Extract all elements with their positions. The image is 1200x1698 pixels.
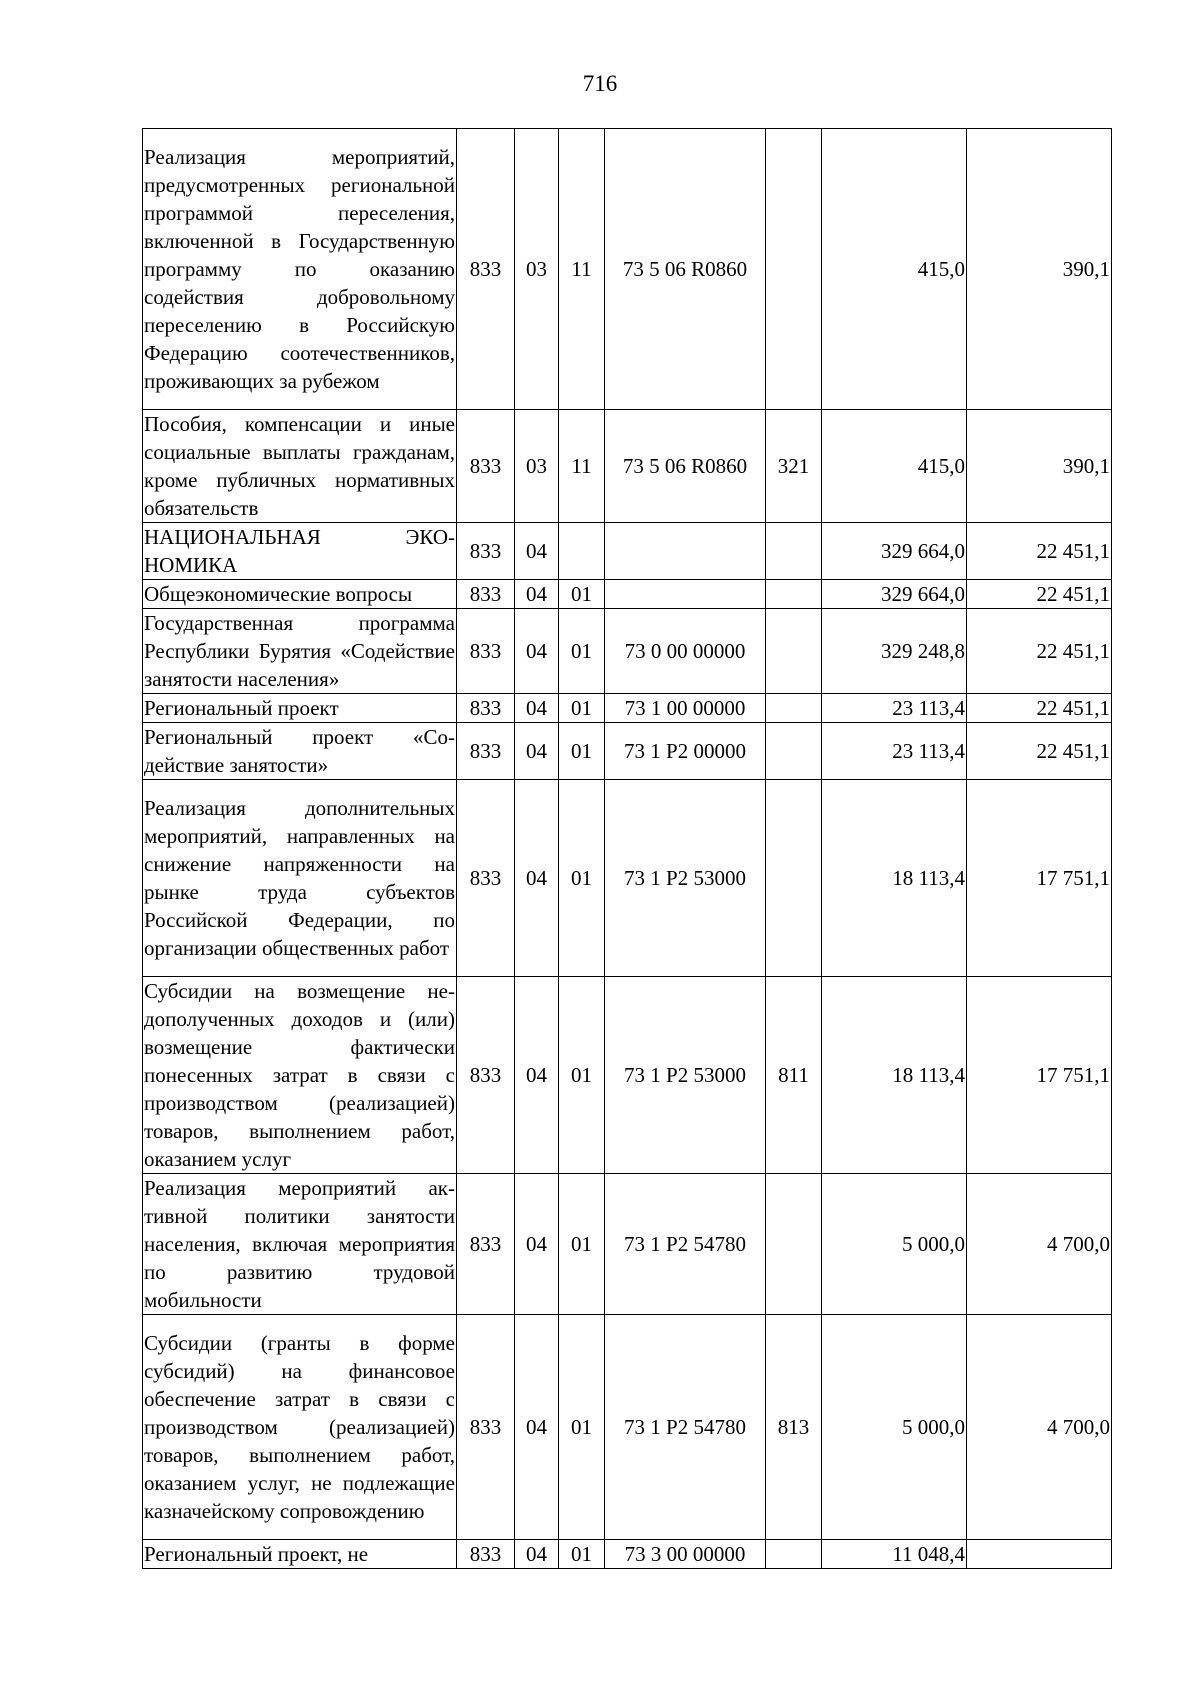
row-sum-planned: 23 113,4 [822, 694, 967, 723]
row-sum-planned: 329 664,0 [822, 580, 967, 609]
row-subsection: 01 [559, 694, 605, 723]
row-target-article: 73 5 06 R0860 [605, 129, 766, 410]
row-sum-planned: 415,0 [822, 410, 967, 523]
row-subsection: 01 [559, 1540, 605, 1569]
row-sum-executed: 22 451,1 [967, 723, 1112, 780]
row-sum-executed: 390,1 [967, 410, 1112, 523]
row-name: НАЦИОНАЛЬНАЯ ЭКОНОМИКА [143, 523, 457, 580]
row-section: 04 [515, 723, 559, 780]
row-target-article: 73 1 P2 00000 [605, 723, 766, 780]
row-expense-type: 811 [766, 977, 822, 1174]
row-name: Пособия, компенсации и иные социальные выплаты гражданам, кроме публичных нормативных обязательств [143, 410, 457, 523]
row-name: Субсидии на возмещение недополученных доходов и (или) возмещение фактически понесенных затрат в связи с производством (реализацией) товаров, выполнением работ, оказанием услуг [143, 977, 457, 1174]
row-target-article: 73 3 00 00000 [605, 1540, 766, 1569]
row-sum-planned: 23 113,4 [822, 723, 967, 780]
row-name: Общеэкономические вопросы [143, 580, 457, 609]
row-section: 04 [515, 1540, 559, 1569]
row-name: Региональный проект [143, 694, 457, 723]
row-name: Региональный проект, не [143, 1540, 457, 1569]
row-grbs: 833 [457, 609, 515, 694]
row-sum-executed: 22 451,1 [967, 609, 1112, 694]
row-sum-planned: 11 048,4 [822, 1540, 967, 1569]
row-section: 03 [515, 410, 559, 523]
row-sum-planned: 18 113,4 [822, 977, 967, 1174]
row-sum-planned: 18 113,4 [822, 780, 967, 977]
table-row [143, 694, 1112, 723]
row-grbs: 833 [457, 723, 515, 780]
table-row [143, 1540, 1112, 1569]
row-sum-executed: 22 451,1 [967, 523, 1112, 580]
row-grbs: 833 [457, 780, 515, 977]
row-sum-executed: 4 700,0 [967, 1315, 1112, 1540]
row-expense-type: 813 [766, 1315, 822, 1540]
row-target-article: 73 1 P2 53000 [605, 977, 766, 1174]
row-section: 04 [515, 694, 559, 723]
row-section: 04 [515, 1174, 559, 1315]
row-expense-type [766, 780, 822, 977]
row-section: 04 [515, 977, 559, 1174]
row-expense-type [766, 580, 822, 609]
row-target-article: 73 1 P2 54780 [605, 1174, 766, 1315]
row-target-article: 73 1 P2 53000 [605, 780, 766, 977]
row-sum-executed: 4 700,0 [967, 1174, 1112, 1315]
page-number: 716 [582, 71, 618, 96]
row-target-article: 73 0 00 00000 [605, 609, 766, 694]
row-name: Реализация дополнительных мероприятий, направленных на снижение напряженности на рынке труда субъектов Российской Федерации, по организации общественных работ [143, 780, 457, 977]
row-section: 04 [515, 780, 559, 977]
row-subsection: 11 [559, 410, 605, 523]
row-target-article: 73 1 P2 54780 [605, 1315, 766, 1540]
row-expense-type [766, 694, 822, 723]
table-row [143, 1315, 1112, 1540]
row-expense-type [766, 723, 822, 780]
table-row [143, 410, 1112, 523]
row-expense-type [766, 129, 822, 410]
row-sum-executed: 17 751,1 [967, 977, 1112, 1174]
row-grbs: 833 [457, 694, 515, 723]
row-grbs: 833 [457, 410, 515, 523]
table-row [143, 129, 1112, 410]
row-sum-executed: 22 451,1 [967, 694, 1112, 723]
row-subsection: 01 [559, 977, 605, 1174]
row-sum-executed [967, 1540, 1112, 1569]
table-body [143, 129, 1112, 1569]
row-grbs: 833 [457, 580, 515, 609]
row-subsection: 01 [559, 723, 605, 780]
row-name: Реализация мероприятий, предусмотренных региональной программой переселения, включенной в Государственную программу по оказанию содействия добровольному переселению в Российскую Федерацию соотечественников, проживающих за рубежом [143, 129, 457, 410]
row-expense-type [766, 1174, 822, 1315]
row-section: 04 [515, 1315, 559, 1540]
row-name: Субсидии (гранты в форме субсидий) на финансовое обеспечение затрат в связи с производством (реализацией) товаров, выполнением работ, оказанием услуг, не подлежащие казначейскому сопровождению [143, 1315, 457, 1540]
row-subsection: 01 [559, 580, 605, 609]
table-row [143, 723, 1112, 780]
row-sum-executed: 390,1 [967, 129, 1112, 410]
table-row [143, 580, 1112, 609]
row-subsection [559, 523, 605, 580]
row-grbs: 833 [457, 1174, 515, 1315]
row-sum-executed: 22 451,1 [967, 580, 1112, 609]
row-subsection: 01 [559, 609, 605, 694]
row-sum-planned: 5 000,0 [822, 1174, 967, 1315]
row-sum-executed: 17 751,1 [967, 780, 1112, 977]
row-subsection: 01 [559, 780, 605, 977]
row-target-article: 73 5 06 R0860 [605, 410, 766, 523]
row-section: 04 [515, 609, 559, 694]
row-subsection: 11 [559, 129, 605, 410]
row-name: Государственная программа Республики Бурятия «Содействие занятости населения» [143, 609, 457, 694]
row-sum-planned: 329 248,8 [822, 609, 967, 694]
row-target-article [605, 523, 766, 580]
row-target-article [605, 580, 766, 609]
row-expense-type: 321 [766, 410, 822, 523]
row-subsection: 01 [559, 1174, 605, 1315]
row-section: 04 [515, 580, 559, 609]
table-row [143, 609, 1112, 694]
row-grbs: 833 [457, 129, 515, 410]
row-sum-planned: 415,0 [822, 129, 967, 410]
row-grbs: 833 [457, 1540, 515, 1569]
row-grbs: 833 [457, 977, 515, 1174]
row-section: 03 [515, 129, 559, 410]
row-sum-planned: 5 000,0 [822, 1315, 967, 1540]
table-row [143, 780, 1112, 977]
budget-table [142, 128, 1112, 1569]
row-expense-type [766, 1540, 822, 1569]
table-row [143, 1174, 1112, 1315]
row-name: Региональный проект «Содействие занятости» [143, 723, 457, 780]
table-row [143, 523, 1112, 580]
row-grbs: 833 [457, 523, 515, 580]
row-target-article: 73 1 00 00000 [605, 694, 766, 723]
row-expense-type [766, 609, 822, 694]
row-expense-type [766, 523, 822, 580]
row-section: 04 [515, 523, 559, 580]
row-name: Реализация мероприятий активной политики занятости населения, включая мероприятия по развитию трудовой мобильности [143, 1174, 457, 1315]
row-grbs: 833 [457, 1315, 515, 1540]
row-subsection: 01 [559, 1315, 605, 1540]
row-sum-planned: 329 664,0 [822, 523, 967, 580]
table-row [143, 977, 1112, 1174]
